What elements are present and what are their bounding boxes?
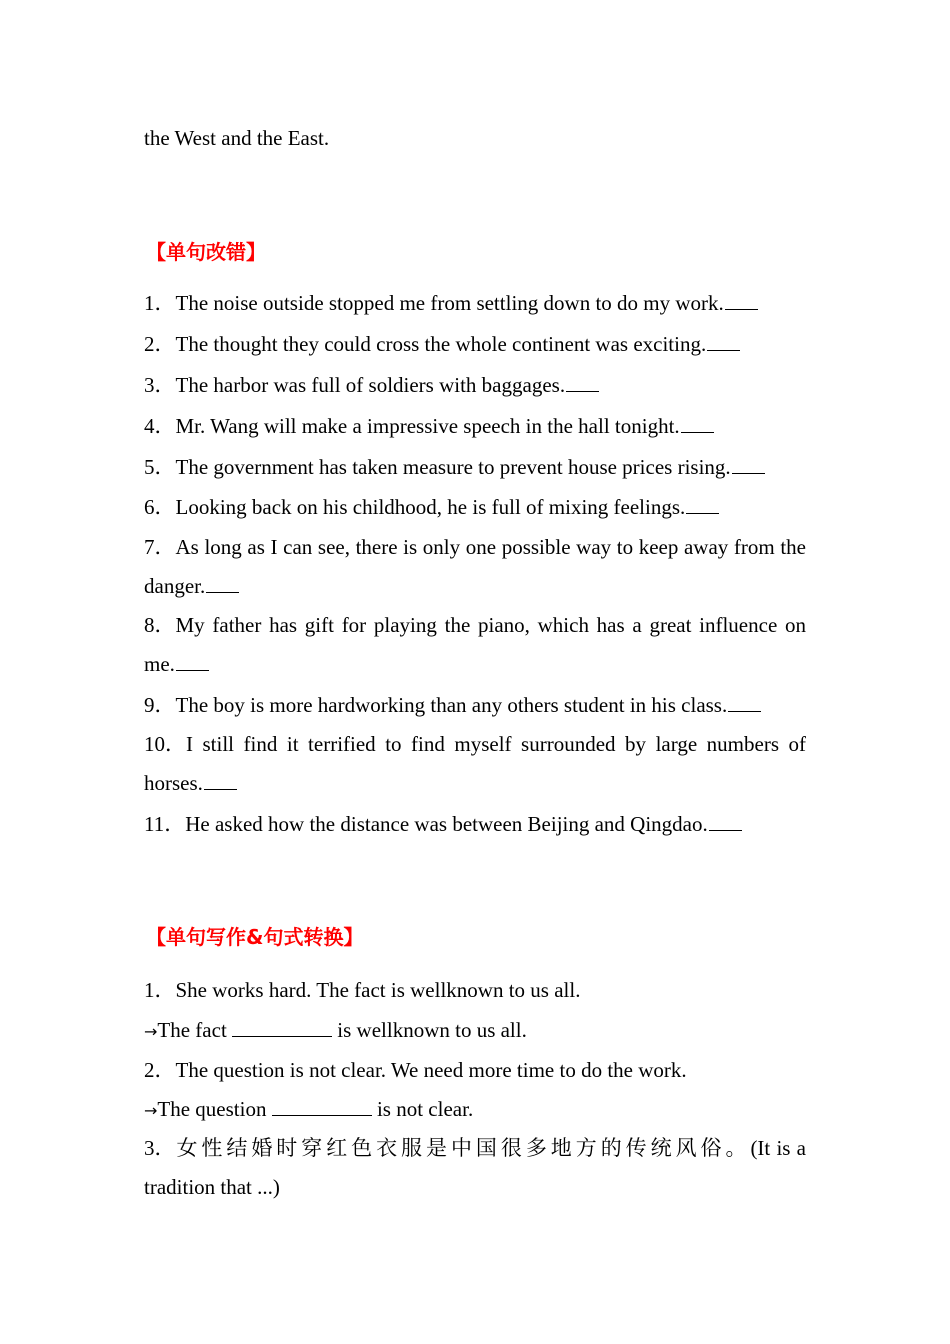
continuation-text: the West and the East. — [144, 126, 330, 150]
transform-line-1 — [144, 1018, 806, 1044]
answer-blank[interactable] — [725, 291, 758, 310]
item-number: 2． — [144, 332, 176, 356]
item-text: Mr. Wang will make a impressive speech in the hall tonight. — [175, 414, 680, 438]
answer-blank[interactable] — [686, 495, 719, 514]
item-number: 7． — [144, 535, 176, 559]
answer-blank[interactable] — [232, 1018, 332, 1037]
answer-blank[interactable] — [681, 414, 714, 433]
list-item — [144, 291, 806, 315]
answer-blank[interactable] — [272, 1097, 372, 1116]
transform-suffix: is wellknown to us all. — [332, 1018, 527, 1042]
item-number: 2． — [144, 1058, 176, 1082]
item-text: The noise outside stopped me from settling down to do my work. — [175, 291, 724, 315]
item-number: 11． — [144, 812, 186, 836]
arrow-icon: → — [144, 1022, 158, 1041]
item-text: The boy is more hardworking than any others student in his class. — [175, 693, 728, 717]
item-number: 1． — [144, 978, 176, 1002]
item-number: 5． — [144, 455, 176, 479]
item-number: 4． — [144, 414, 176, 438]
section-heading-error-correction: 【单句改错】 — [146, 240, 266, 264]
transform-prefix: The fact — [157, 1018, 233, 1042]
item-text: I still find it terrified to find myself surrounded by large numbers of horses. — [144, 732, 806, 795]
item-number: 8． — [144, 613, 176, 637]
answer-blank[interactable] — [732, 455, 765, 474]
item-text: The question is not clear. We need more time to do the work. — [175, 1058, 687, 1082]
list-item — [144, 414, 806, 438]
answer-blank[interactable] — [206, 574, 239, 593]
answer-blank[interactable] — [707, 332, 740, 351]
list-item — [144, 373, 806, 397]
list-item — [144, 528, 806, 606]
answer-blank[interactable] — [566, 373, 599, 392]
item-text: She works hard. The fact is wellknown to us all. — [175, 978, 581, 1002]
question-2 — [144, 1058, 806, 1082]
chinese-prompt: 女性结婚时穿红色衣服是中国很多地方的传统风俗。 — [175, 1136, 751, 1160]
item-number: 9． — [144, 693, 176, 717]
answer-blank[interactable] — [176, 652, 209, 671]
list-item — [144, 812, 806, 836]
item-text: Looking back on his childhood, he is full of mixing feelings. — [175, 495, 686, 519]
list-item — [144, 332, 806, 356]
hint-text: (It is a tradition that ...) — [144, 1136, 806, 1199]
answer-blank[interactable] — [728, 693, 761, 712]
arrow-icon: → — [144, 1101, 158, 1120]
transform-suffix: is not clear. — [371, 1097, 474, 1121]
transform-line-2 — [144, 1097, 806, 1123]
item-number: 3． — [144, 373, 176, 397]
item-text: He asked how the distance was between Beijing and Qingdao. — [185, 812, 708, 836]
list-item — [144, 495, 806, 519]
section-heading-sentence-writing: 【单句写作&句式转换】 — [146, 925, 364, 949]
question-1 — [144, 978, 806, 1002]
item-text: The thought they could cross the whole continent was exciting. — [175, 332, 707, 356]
list-item — [144, 606, 806, 684]
item-text: The government has taken measure to prevent house prices rising. — [175, 455, 731, 479]
item-number: 6． — [144, 495, 176, 519]
item-text: As long as I can see, there is only one possible way to keep away from the danger. — [144, 535, 806, 598]
item-number: 10． — [144, 732, 186, 756]
list-item — [144, 725, 806, 803]
list-item — [144, 693, 806, 717]
answer-blank[interactable] — [204, 771, 237, 790]
item-text: The harbor was full of soldiers with baggages. — [175, 373, 566, 397]
item-text: My father has gift for playing the piano, which has a great influence on me. — [144, 613, 806, 676]
transform-prefix: The question — [157, 1097, 272, 1121]
list-item — [144, 455, 806, 479]
item-number: 1． — [144, 291, 176, 315]
question-3 — [144, 1129, 806, 1207]
answer-blank[interactable] — [709, 812, 742, 831]
item-number: 3． — [144, 1136, 176, 1160]
